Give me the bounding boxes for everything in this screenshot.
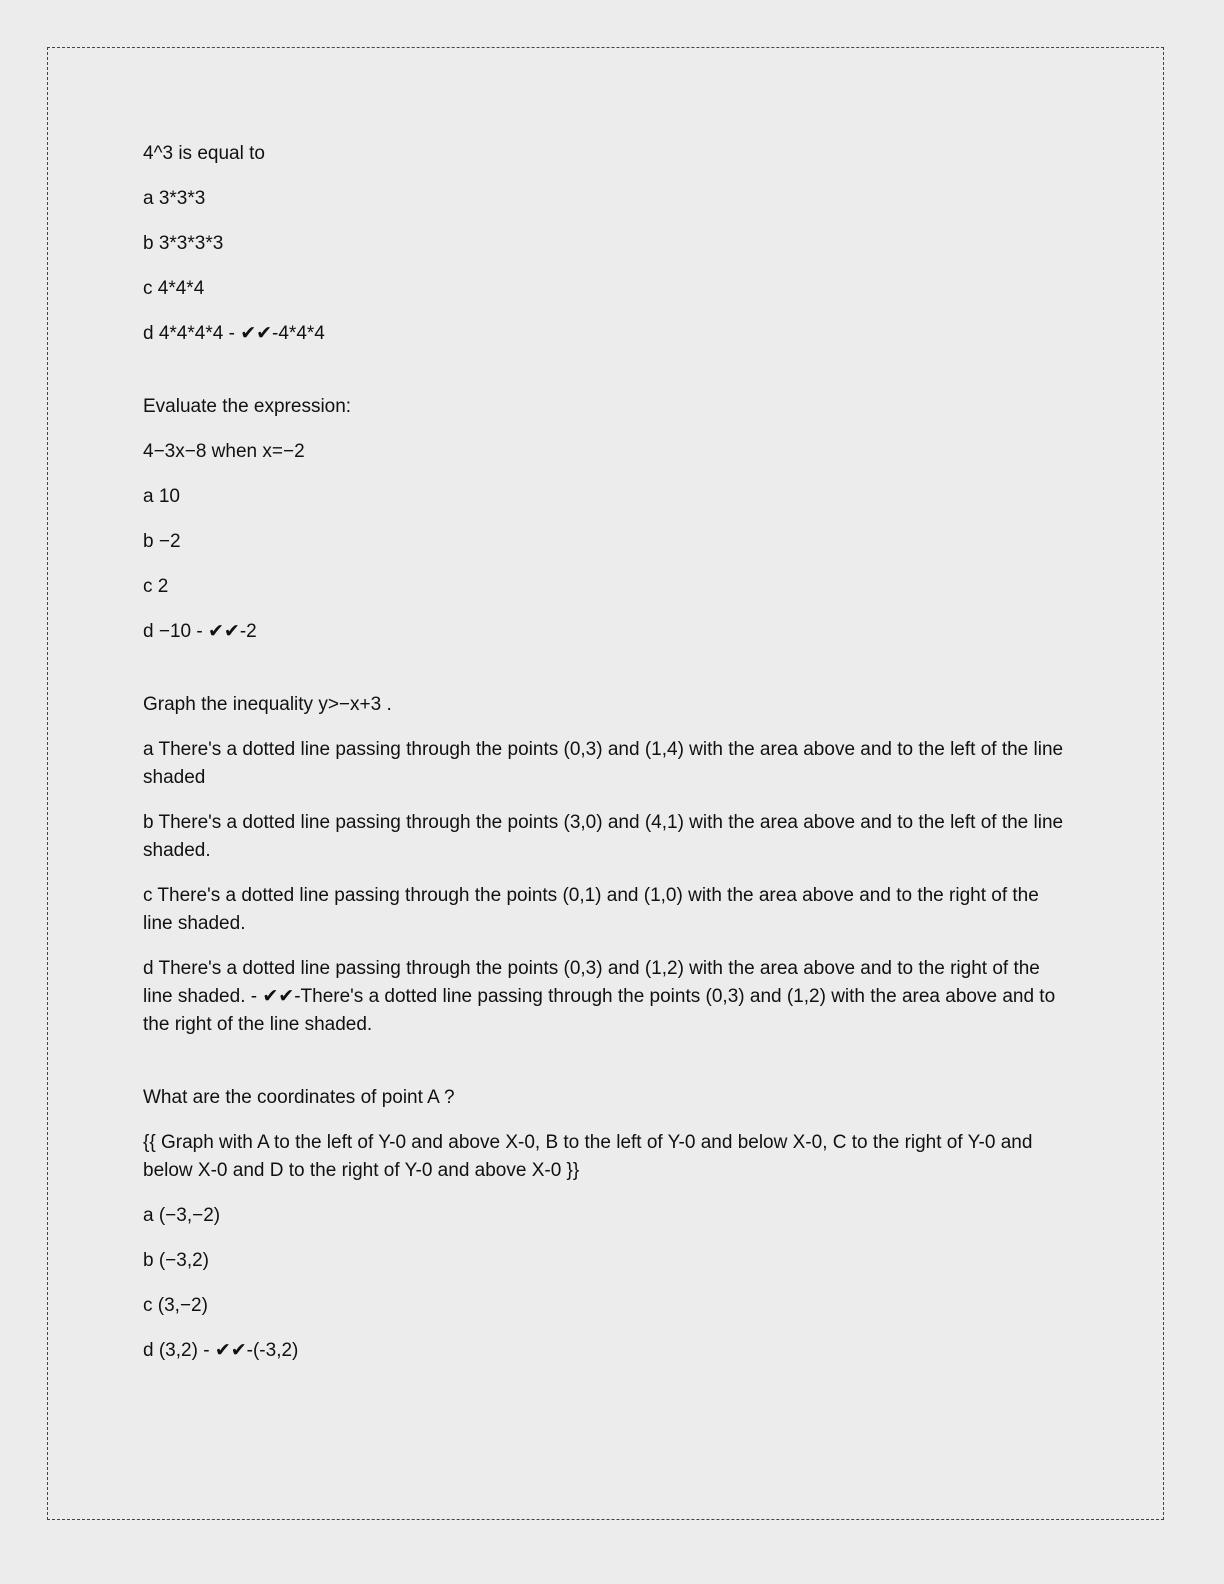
check-icon: ✔✔ (240, 323, 273, 344)
option-c: c 2 (143, 576, 169, 597)
question-2 (143, 393, 1073, 646)
option-b: b −2 (143, 531, 181, 552)
option-d-text: d (3,2) - (143, 1340, 210, 1361)
option-a: a 10 (143, 486, 180, 507)
question-prompt: Graph the inequality y>−x+3 . (143, 694, 392, 715)
answer-text: -There's a dotted line passing through the points (0,3) and (1,2) with the area above and to the right of the line shaded. (143, 986, 1056, 1035)
option-b: b There's a dotted line passing through the points (3,0) and (4,1) with the area above and to the left of the line shaded. (143, 812, 1064, 861)
option-d (143, 618, 1073, 646)
option-a: a 3*3*3 (143, 188, 206, 209)
option-d-text: d −10 - (143, 621, 203, 642)
option-a: a (−3,−2) (143, 1205, 221, 1226)
question-4 (143, 1084, 1073, 1365)
option-d (143, 320, 1073, 348)
option-d-text: d 4*4*4*4 - (143, 323, 235, 344)
option-d (143, 955, 1073, 1039)
option-c: c 4*4*4 (143, 278, 205, 299)
question-prompt: Evaluate the expression: (143, 396, 352, 417)
answer-text: -2 (239, 621, 257, 642)
question-subprompt: 4−3x−8 when x=−2 (143, 441, 305, 462)
question-prompt: 4^3 is equal to (143, 143, 265, 164)
check-icon: ✔✔ (262, 986, 295, 1007)
answer-text: -(-3,2) (246, 1340, 299, 1361)
check-icon: ✔✔ (214, 1340, 247, 1361)
question-1 (143, 140, 1073, 348)
document-content (143, 140, 1073, 1382)
option-d (143, 1337, 1073, 1365)
answer-text: -4*4*4 (272, 323, 325, 344)
option-d-text: d There's a dotted line passing through the points (0,3) and (1,2) with the area above and to the right of the line shaded. - (143, 958, 1040, 1007)
question-subprompt: {{ Graph with A to the left of Y-0 and above X-0, B to the left of Y-0 and below X-0, C to the right of Y-0 and below X-0 and D to the right of Y-0 and above X-0 }} (143, 1132, 1033, 1181)
option-a: a There's a dotted line passing through the points (0,3) and (1,4) with the area above and to the left of the line shaded (143, 739, 1064, 788)
option-c: c (3,−2) (143, 1295, 208, 1316)
check-icon: ✔✔ (207, 621, 240, 642)
option-b: b (−3,2) (143, 1250, 210, 1271)
option-c: c There's a dotted line passing through the points (0,1) and (1,0) with the area above and to the right of the line shaded. (143, 885, 1039, 934)
question-3 (143, 691, 1073, 1039)
option-b: b 3*3*3*3 (143, 233, 224, 254)
question-prompt: What are the coordinates of point A ? (143, 1087, 455, 1108)
